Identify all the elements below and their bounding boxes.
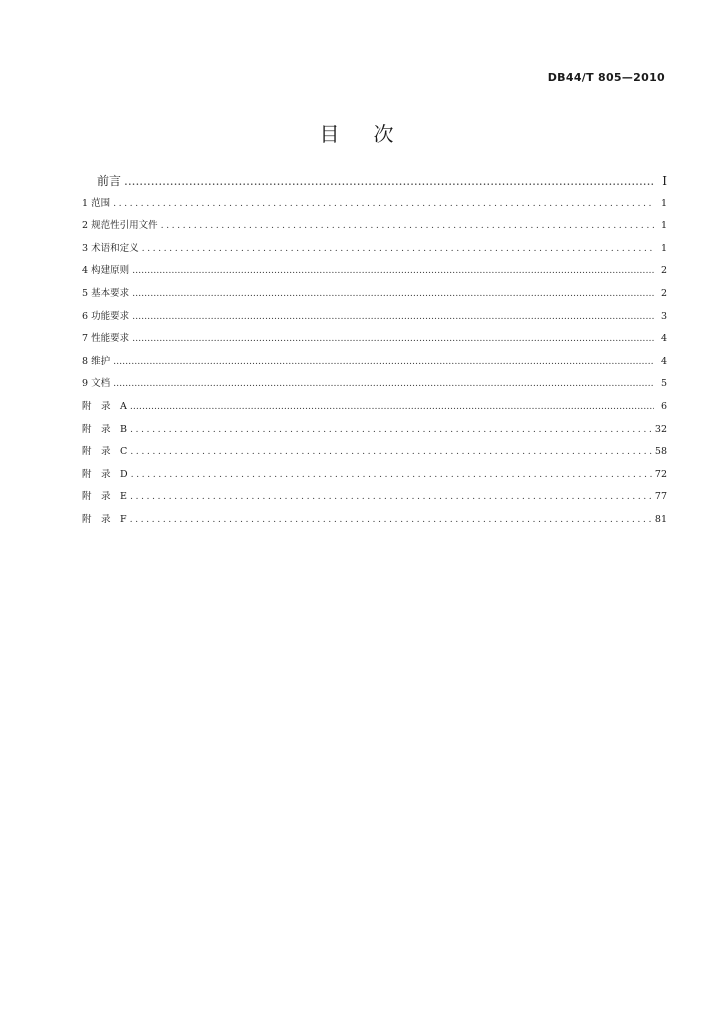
toc-entry-label: 附 录 B (82, 423, 127, 435)
toc-entry-label: 附 录 D (82, 468, 128, 480)
table-of-contents (82, 172, 667, 534)
toc-entry-documentation[interactable] (82, 375, 667, 398)
toc-entry-page: 1 (660, 242, 667, 254)
dot-leader (130, 491, 652, 502)
toc-entry-appendix-d[interactable] (82, 466, 667, 489)
toc-entry-label: 2 规范性引用文件 (82, 220, 158, 232)
dot-leader (113, 198, 654, 209)
toc-entry-label: 3 术语和定义 (82, 242, 139, 254)
dot-leader (132, 311, 654, 322)
dot-leader (132, 288, 654, 299)
dot-leader (132, 333, 654, 344)
dot-leader (124, 174, 654, 188)
toc-entry-label: 9 文档 (82, 378, 111, 390)
dot-leader (130, 446, 652, 457)
toc-entry-page: 2 (660, 287, 667, 299)
dot-leader (130, 401, 654, 412)
toc-entry-label: 附 录 C (82, 446, 128, 458)
toc-entry-label: 前言 (97, 174, 122, 188)
toc-entry-performance-requirements[interactable] (82, 330, 667, 353)
toc-entry-label: 附 录 A (82, 400, 127, 412)
page-title: 目次 (319, 122, 428, 146)
toc-entry-functional-requirements[interactable] (82, 308, 667, 331)
toc-entry-page: 1 (660, 197, 667, 209)
toc-entry-label: 4 构建原则 (82, 265, 130, 277)
toc-entry-page: I (662, 174, 667, 188)
toc-entry-page: 32 (654, 423, 667, 435)
toc-entry-page: 6 (660, 400, 667, 412)
toc-entry-appendix-b[interactable] (82, 421, 667, 444)
toc-entry-foreword[interactable] (82, 172, 667, 195)
dot-leader (142, 243, 654, 254)
toc-entry-label: 附 录 F (82, 513, 127, 525)
toc-entry-page: 81 (654, 513, 667, 525)
dot-leader (131, 469, 652, 480)
toc-entry-scope[interactable] (82, 195, 667, 218)
toc-entry-page: 2 (660, 265, 667, 277)
dot-leader (161, 220, 654, 231)
toc-entry-page: 77 (654, 491, 667, 503)
toc-entry-page: 4 (660, 333, 667, 345)
toc-entry-appendix-e[interactable] (82, 488, 667, 511)
toc-entry-construction-principles[interactable] (82, 262, 667, 285)
toc-entry-label: 7 性能要求 (82, 333, 130, 345)
standard-code: DB44/T 805—2010 (547, 71, 665, 84)
toc-entry-appendix-c[interactable] (82, 443, 667, 466)
toc-entry-label: 6 功能要求 (82, 310, 130, 322)
toc-entry-page: 5 (660, 378, 667, 390)
toc-entry-basic-requirements[interactable] (82, 285, 667, 308)
dot-leader (113, 378, 654, 389)
toc-entry-page: 72 (654, 468, 667, 480)
toc-entry-page: 3 (660, 310, 667, 322)
dot-leader (113, 356, 654, 367)
dot-leader (132, 265, 654, 276)
toc-entry-appendix-f[interactable] (82, 511, 667, 534)
toc-entry-label: 8 维护 (82, 355, 111, 367)
toc-entry-label: 5 基本要求 (82, 287, 130, 299)
toc-entry-terms-definitions[interactable] (82, 240, 667, 263)
toc-entry-appendix-a[interactable] (82, 398, 667, 421)
toc-entry-label: 1 范围 (82, 197, 111, 209)
toc-entry-normative-references[interactable] (82, 217, 667, 240)
toc-entry-label: 附 录 E (82, 491, 127, 503)
toc-entry-page: 58 (654, 446, 667, 458)
dot-leader (130, 514, 652, 525)
dot-leader (130, 424, 652, 435)
toc-entry-maintenance[interactable] (82, 353, 667, 376)
toc-entry-page: 1 (660, 220, 667, 232)
toc-entry-page: 4 (660, 355, 667, 367)
